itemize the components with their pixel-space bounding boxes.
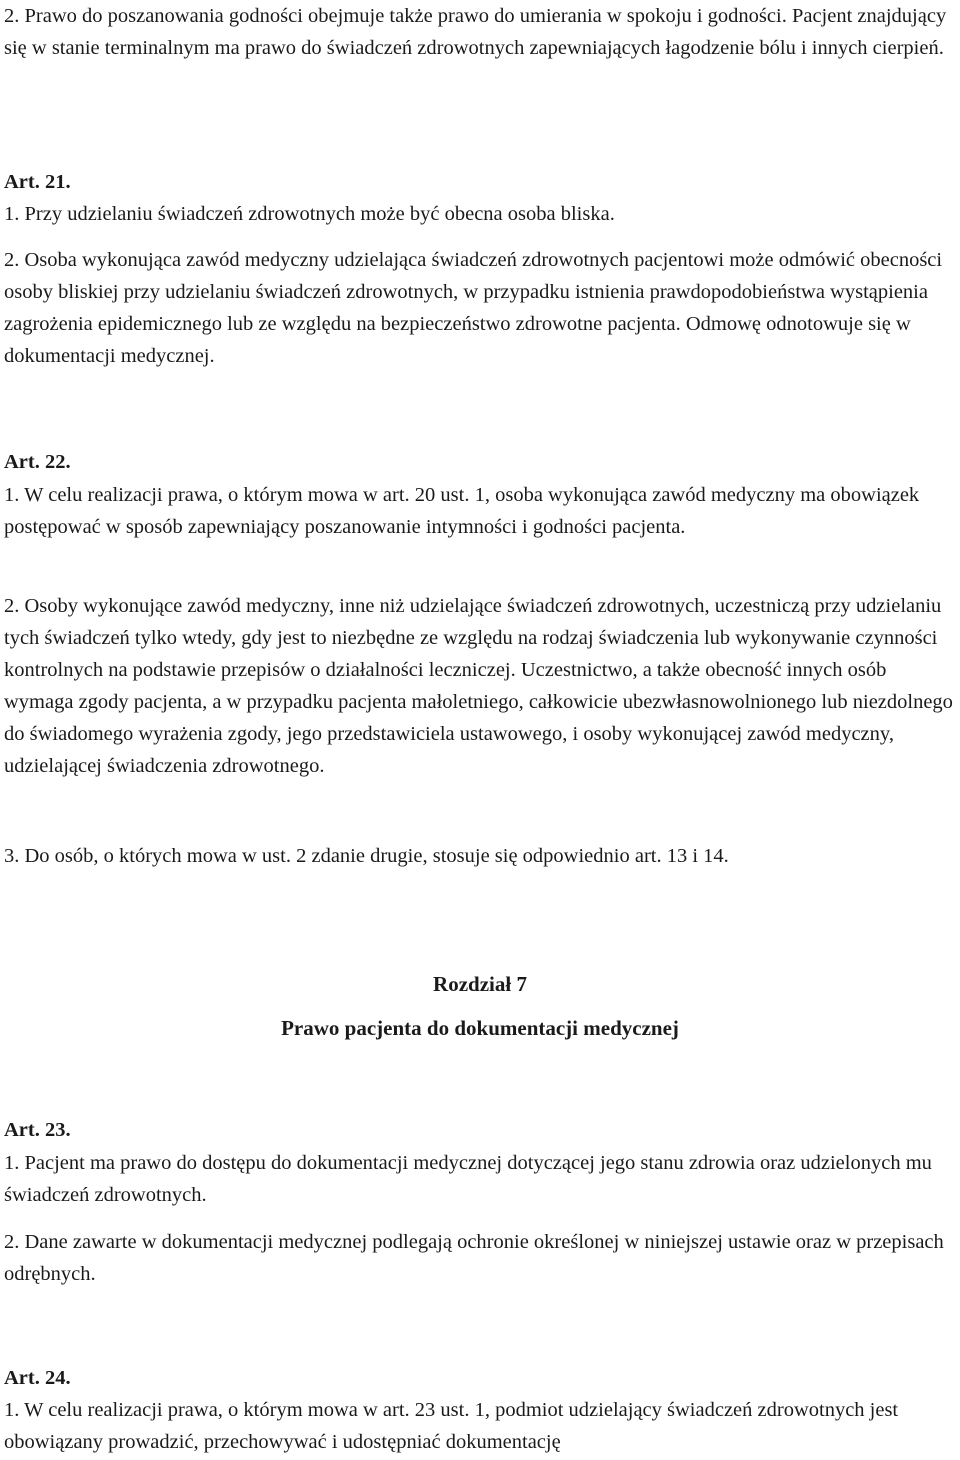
article-22-paragraph-2: 2. Osoby wykonujące zawód medyczny, inne niż udzielające świadczeń zdrowotnych, uczestniczą przy udzielaniu tych świadczeń tylko wtedy, gdy jest to niezbędne ze względu na rodzaj świadczenia lub wykonywanie czynności kontrolnych na podstawie przepisów o działalności leczniczej. Uczestnictwo, a także obecność innych osób wymaga zgody pacjenta, a w przypadku pacjenta małoletniego, całkowicie ubezwłasnowolnionego lub niezdolnego do świadomego wyrażenia zgody, jego przedstawiciela ustawowego, i osoby wykonującej zawód medyczny, udzielającej świadczenia zdrowotnego.: [4, 595, 953, 777]
article-heading-23: Art. 23.: [4, 1119, 71, 1141]
article-heading-22: Art. 22.: [4, 451, 71, 473]
article-21-paragraph-1: 1. Przy udzielaniu świadczeń zdrowotnych może być obecna osoba bliska.: [4, 203, 615, 225]
chapter-title: Prawo pacjenta do dokumentacji medycznej: [281, 1016, 679, 1040]
article-22-paragraph-3: 3. Do osób, o których mowa w ust. 2 zdanie drugie, stosuje się odpowiednio art. 13 i 14.: [4, 845, 729, 867]
article-heading-21: Art. 21.: [4, 171, 71, 193]
article-23-paragraph-2: 2. Dane zawarte w dokumentacji medycznej podlegają ochronie określonej w niniejszej ustawie oraz w przepisach odrębnych.: [4, 1231, 944, 1285]
chapter-number: Rozdział 7: [433, 972, 527, 996]
article-22-paragraph-1: 1. W celu realizacji prawa, o którym mowa w art. 20 ust. 1, osoba wykonująca zawód medyczny ma obowiązek postępować w sposób zapewniający poszanowanie intymności i godności pacjenta.: [4, 484, 920, 538]
article-23-paragraph-1: 1. Pacjent ma prawo do dostępu do dokumentacji medycznej dotyczącej jego stanu zdrowia oraz udzielonych mu świadczeń zdrowotnych.: [4, 1152, 932, 1206]
article-heading-24: Art. 24.: [4, 1367, 71, 1389]
article-21-paragraph-2: 2. Osoba wykonująca zawód medyczny udzielająca świadczeń zdrowotnych pacjentowi może odmówić obecności osoby bliskiej przy udzielaniu świadczeń zdrowotnych, w przypadku istnienia prawdopodobieństwa wystąpienia zagrożenia epidemicznego lub ze względu na bezpieczeństwo zdrowotne pacjenta. Odmowę odnotowuje się w dokumentacji medycznej.: [4, 249, 943, 367]
article-24-paragraph-1: 1. W celu realizacji prawa, o którym mowa w art. 23 ust. 1, podmiot udzielający świadczeń zdrowotnych jest obowiązany prowadzić, przechowywać i udostępniać dokumentację: [4, 1399, 899, 1453]
paragraph-dignity-terminal: 2. Prawo do poszanowania godności obejmuje także prawo do umierania w spokoju i godności. Pacjent znajdujący się w stanie terminalnym ma prawo do świadczeń zdrowotnych zapewniających łagodzenie bólu i innych cierpień.: [4, 5, 947, 59]
